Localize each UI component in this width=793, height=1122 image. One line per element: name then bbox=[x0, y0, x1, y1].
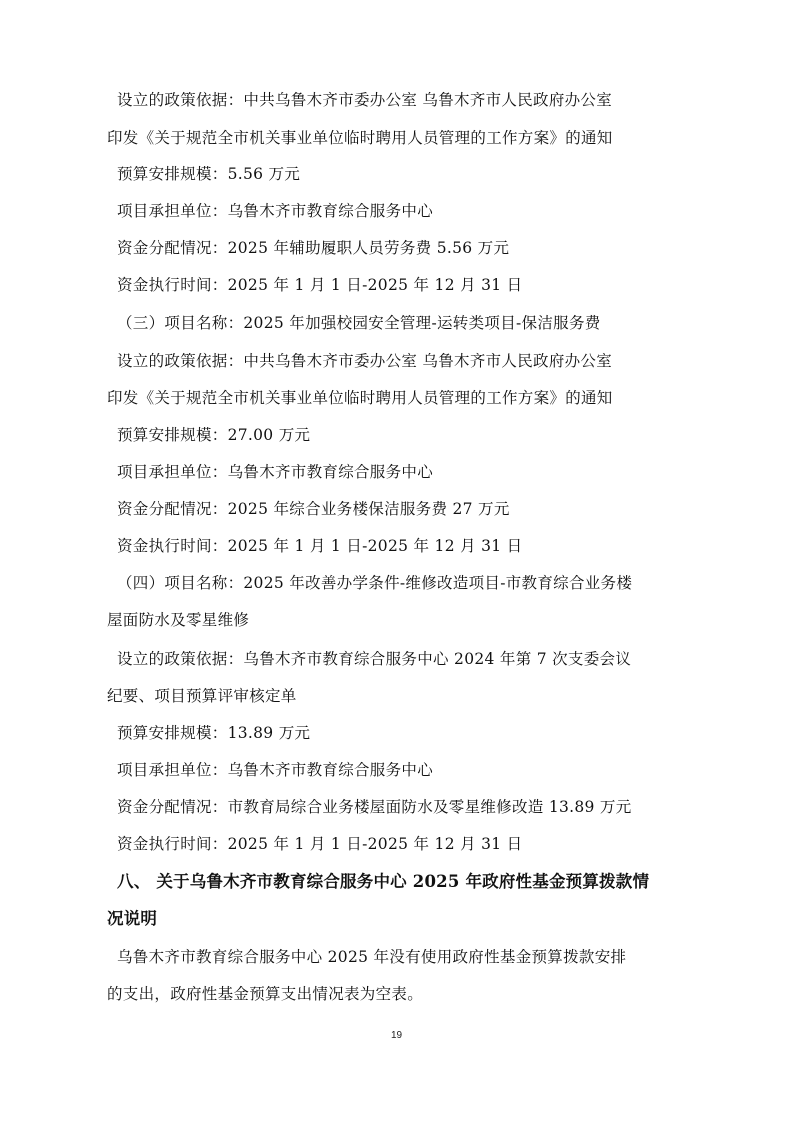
undertaking-unit-line: 项目承担单位：乌鲁木齐市教育综合服务中心 bbox=[117, 761, 434, 779]
policy-basis-line: 设立的政策依据：乌鲁木齐市教育综合服务中心 2024 年第 7 次支委会议 bbox=[117, 650, 632, 668]
section-eight-body: 乌鲁木齐市教育综合服务中心 2025 年没有使用政府性基金预算拨款安排 bbox=[117, 948, 627, 966]
execution-time-line: 资金执行时间：2025 年 1 月 1 日-2025 年 12 月 31 日 bbox=[117, 276, 523, 294]
execution-time-line: 资金执行时间：2025 年 1 月 1 日-2025 年 12 月 31 日 bbox=[117, 835, 523, 853]
page-number: 19 bbox=[390, 1030, 403, 1041]
budget-scale-line: 预算安排规模：13.89 万元 bbox=[117, 724, 311, 742]
budget-scale-line: 预算安排规模：5.56 万元 bbox=[117, 165, 301, 183]
fund-allocation-line: 资金分配情况：2025 年综合业务楼保洁服务费 27 万元 bbox=[117, 500, 510, 518]
policy-basis-line: 设立的政策依据：中共乌鲁木齐市委办公室 乌鲁木齐市人民政府办公室 bbox=[117, 91, 613, 109]
execution-time-line: 资金执行时间：2025 年 1 月 1 日-2025 年 12 月 31 日 bbox=[117, 537, 523, 555]
budget-scale-line: 预算安排规模：27.00 万元 bbox=[117, 426, 311, 444]
undertaking-unit-line: 项目承担单位：乌鲁木齐市教育综合服务中心 bbox=[117, 463, 434, 481]
section-eight-body-continuation: 的支出，政府性基金预算支出情况表为空表。 bbox=[107, 985, 424, 1003]
undertaking-unit-line: 项目承担单位：乌鲁木齐市教育综合服务中心 bbox=[117, 202, 434, 220]
fund-allocation-line: 资金分配情况：市教育局综合业务楼屋面防水及零星维修改造 13.89 万元 bbox=[117, 798, 632, 816]
project-four-title-continuation: 屋面防水及零星维修 bbox=[107, 611, 250, 629]
project-three-title: （三）项目名称：2025 年加强校园安全管理-运转类项目-保洁服务费 bbox=[117, 314, 601, 332]
policy-basis-line: 设立的政策依据：中共乌鲁木齐市委办公室 乌鲁木齐市人民政府办公室 bbox=[117, 352, 613, 370]
policy-basis-continuation: 印发《关于规范全市机关事业单位临时聘用人员管理的工作方案》的通知 bbox=[107, 129, 613, 147]
section-eight-heading: 八、 关于乌鲁木齐市教育综合服务中心 2025 年政府性基金预算拨款情 bbox=[117, 872, 650, 891]
policy-basis-continuation: 印发《关于规范全市机关事业单位临时聘用人员管理的工作方案》的通知 bbox=[107, 389, 613, 407]
section-eight-heading-continuation: 况说明 bbox=[107, 909, 158, 928]
project-four-title: （四）项目名称：2025 年改善办学条件-维修改造项目-市教育综合业务楼 bbox=[117, 574, 633, 592]
policy-basis-continuation: 纪要、项目预算评审核定单 bbox=[107, 687, 297, 705]
fund-allocation-line: 资金分配情况：2025 年辅助履职人员劳务费 5.56 万元 bbox=[117, 239, 510, 257]
